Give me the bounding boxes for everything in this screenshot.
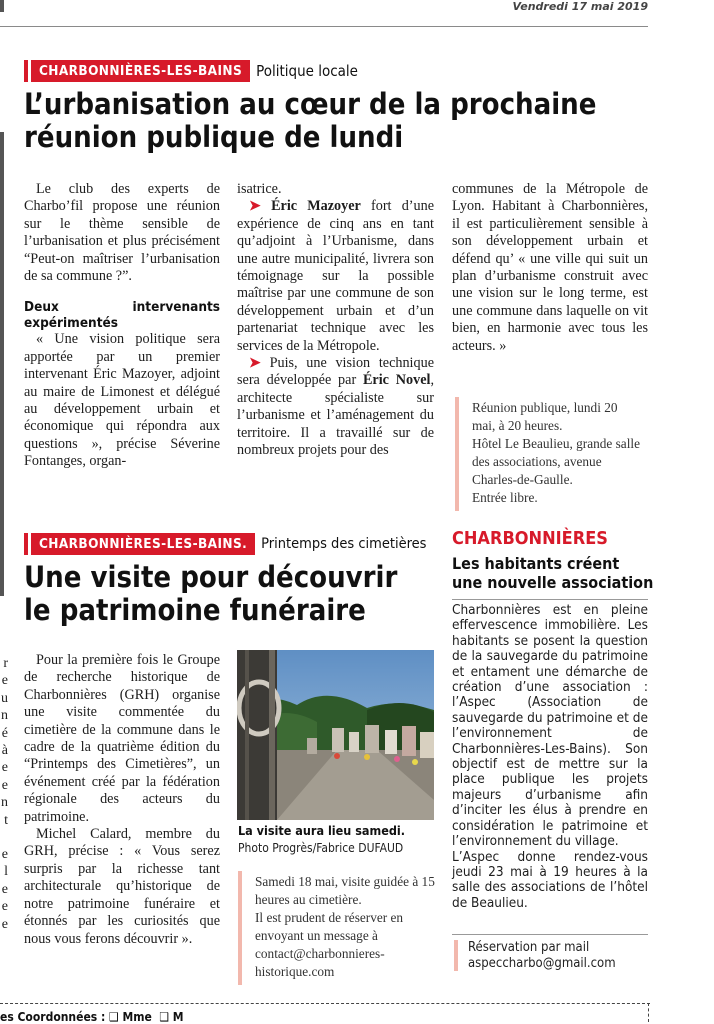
article1-rubric: Politique locale <box>256 62 358 80</box>
coupon-label: es Coordonnées : <box>0 1010 110 1024</box>
sidebar-divider <box>452 599 648 600</box>
article1-title-line2: réunion publique de lundi <box>24 120 404 154</box>
article1-col2-para3-text: , architecte spécialiste sur l’urbanisme et l’aménagement du territoire. Il a travaillé sur de nombreux projets pour des <box>237 372 434 459</box>
left-edge-bar-top <box>0 0 4 12</box>
article1-col2-para3 <box>237 355 434 459</box>
sidebar-body-text: Charbonnières est en pleine effervescence immobilière. Les habitants se posent la question de la sauvegarde du patrimoine et entament une démarche de création d’une association : l’Aspec (Association de sauvegarde du patrimoine et de l’environnement de Charbonnières-Les-Bains). Son objectif est de mettre sur la place publique les projets majeurs d’urbanisme afin d’inciter les élus à prendre en considération le patrimoine et l’environnement du village. <box>452 602 648 850</box>
sidebar-note <box>454 940 616 971</box>
article1-col2-para3-start: Puis, une vision technique sera développée par <box>237 355 434 389</box>
fragment: é <box>1 725 8 741</box>
article2-column-1 <box>24 652 220 948</box>
edition-date: Vendredi 17 mai 2019 <box>512 0 648 13</box>
article2-rubric: Printemps des cimetières <box>261 536 427 552</box>
info-date: Réunion publique, lundi 20 mai, à 20 heures. <box>472 400 618 433</box>
fragment: e <box>1 777 8 793</box>
article2-para1: Pour la première fois le Groupe de recherche historique de Charbonnières (GRH) organise une visite commentée du cimetière de la commune dans le cadre de la quatrième édition du “Printemps des Cimetières”, un événement créé par la fédération régionale des acteurs du patrimoine. <box>24 652 220 825</box>
option-mme: Mme <box>122 1010 152 1024</box>
fragment: r <box>3 656 8 671</box>
fragment: u <box>1 690 8 706</box>
article1-column-3 <box>452 181 648 355</box>
article1-title-line1: L’urbanisation au cœur de la prochaine <box>24 87 597 121</box>
sidebar-title <box>452 554 653 592</box>
arrow-icon: ➤ <box>249 355 261 372</box>
article2-title-line1: Une visite pour découvrir <box>24 560 398 594</box>
left-edge-bar <box>0 132 4 596</box>
fragment: à <box>1 743 8 759</box>
photo-credit: Photo Progrès/Fabrice DUFAUD <box>238 841 404 855</box>
kicker-marker <box>24 533 28 555</box>
article1-column-1 <box>24 181 220 471</box>
article1-kicker-row <box>24 60 358 82</box>
fragment: e <box>1 881 8 897</box>
article2-kicker-row <box>24 533 426 555</box>
visit-contact: Il est prudent de réserver en envoyant un message à contact@charbonnieres-historique.com <box>255 910 404 979</box>
sidebar-body <box>452 603 648 911</box>
header-divider <box>0 26 648 27</box>
article1-subhead: Deux intervenants expérimentés <box>24 299 220 332</box>
visit-info: Samedi 18 mai, visite guidée à 15 heures au cimetière. <box>255 874 435 907</box>
article1-col1-body: « Une vision politique sera apportée par un premier intervenant Éric Mazoyer, adjoint au maire de Limonest et délégué au développement urbain et économique qui répondra aux questions », précise Séverine Fontanges, organ- <box>24 331 220 470</box>
sidebar-divider-2 <box>452 934 648 935</box>
cemetery-photo <box>237 650 434 820</box>
fragment: e <box>1 760 8 776</box>
article2-title-line2: le patrimoine funéraire <box>24 593 366 627</box>
fragment: e <box>1 916 8 932</box>
kicker-marker <box>24 60 28 82</box>
info-place: Hôtel Le Beaulieu, grande salle des associations, avenue Charles-de-Gaulle. <box>472 436 640 487</box>
fragment: n <box>1 795 8 811</box>
article2-kicker: CHARBONNIÈRES-LES-BAINS. <box>31 533 255 555</box>
article1-info-box <box>455 397 650 511</box>
article1-column-2 <box>237 181 434 460</box>
speaker-name-1: Éric Mazoyer <box>271 198 361 215</box>
arrow-icon: ➤ <box>249 198 261 215</box>
coupon-border <box>0 1003 650 1004</box>
article1-kicker: CHARBONNIÈRES-LES-BAINS <box>31 60 250 82</box>
photo-caption: La visite aura lieu samedi. <box>238 823 406 838</box>
sidebar-note-email: aspeccharbo@gmail.com <box>468 955 616 971</box>
option-m: M <box>172 1010 184 1024</box>
article2-para2: Michel Calard, membre du GRH, précise : « Vous serez surpris par la richesse tant architecturale qu’historique de notre patrimoine funéraire et étonnés par les curiosités que nous vous ferons découvrir ». <box>24 826 220 947</box>
fragment: e <box>1 673 8 689</box>
article1-col3-body: communes de la Métropole de Lyon. Habitant à Charbonnières, il est particulièrement sensible à son développement urbain et défend qu’ « une ville qui suit un plan d’urbanisme construit avec une vision sur le long terme, est une commune dans laquelle on vit bien, en harmonie avec tous les acteurs. » <box>452 181 648 354</box>
coupon-border-side <box>648 1003 649 1022</box>
article2-title <box>24 561 397 627</box>
sidebar-note-line1: Réservation par mail <box>468 940 590 955</box>
article1-col2-start: isatrice. <box>237 181 282 197</box>
article2-info-box <box>238 871 443 985</box>
sidebar-title-line2: une nouvelle association <box>452 573 654 592</box>
article1-col2-para2 <box>237 198 434 355</box>
info-entry: Entrée libre. <box>472 490 538 505</box>
checkbox-icon[interactable]: ❑ <box>159 1010 170 1024</box>
fragment: e <box>1 847 8 863</box>
sidebar-body-text-2: L’Aspec donne rendez-vous jeudi 23 mai à 19 heures à la salle des associations de l’hôtel de Beaulieu. <box>452 848 648 911</box>
fragment: n <box>1 708 8 724</box>
fragment: e <box>1 899 8 915</box>
checkbox-icon[interactable]: ❑ <box>109 1010 119 1024</box>
sidebar-kicker: CHARBONNIÈRES <box>452 528 608 549</box>
fragment: l <box>4 864 8 880</box>
fragment: t <box>4 812 8 828</box>
cemetery-photo-image <box>237 650 434 820</box>
sidebar-title-line1: Les habitants créent <box>452 554 620 573</box>
article1-col2-para2-text: fort d’une expérience de cinq ans en tant qu’adjoint à l’Urbanisme, dans une autre municipalité, livrera son témoignage sur la possible maîtrise par une commune de son développement urbain et d’un partenariat technique avec les services de la Métropole. <box>237 198 434 354</box>
speaker-name-2: Éric Novel <box>362 372 431 389</box>
article1-intro: Le club des experts de Charbo’fil propose une réunion sur le thème sensible de l’urbanisation et plus précisément “Peut-on maîtriser l’urbanisation de sa commune ?”. <box>24 181 220 285</box>
article1-title <box>24 88 596 154</box>
left-column-fragments <box>0 655 8 933</box>
